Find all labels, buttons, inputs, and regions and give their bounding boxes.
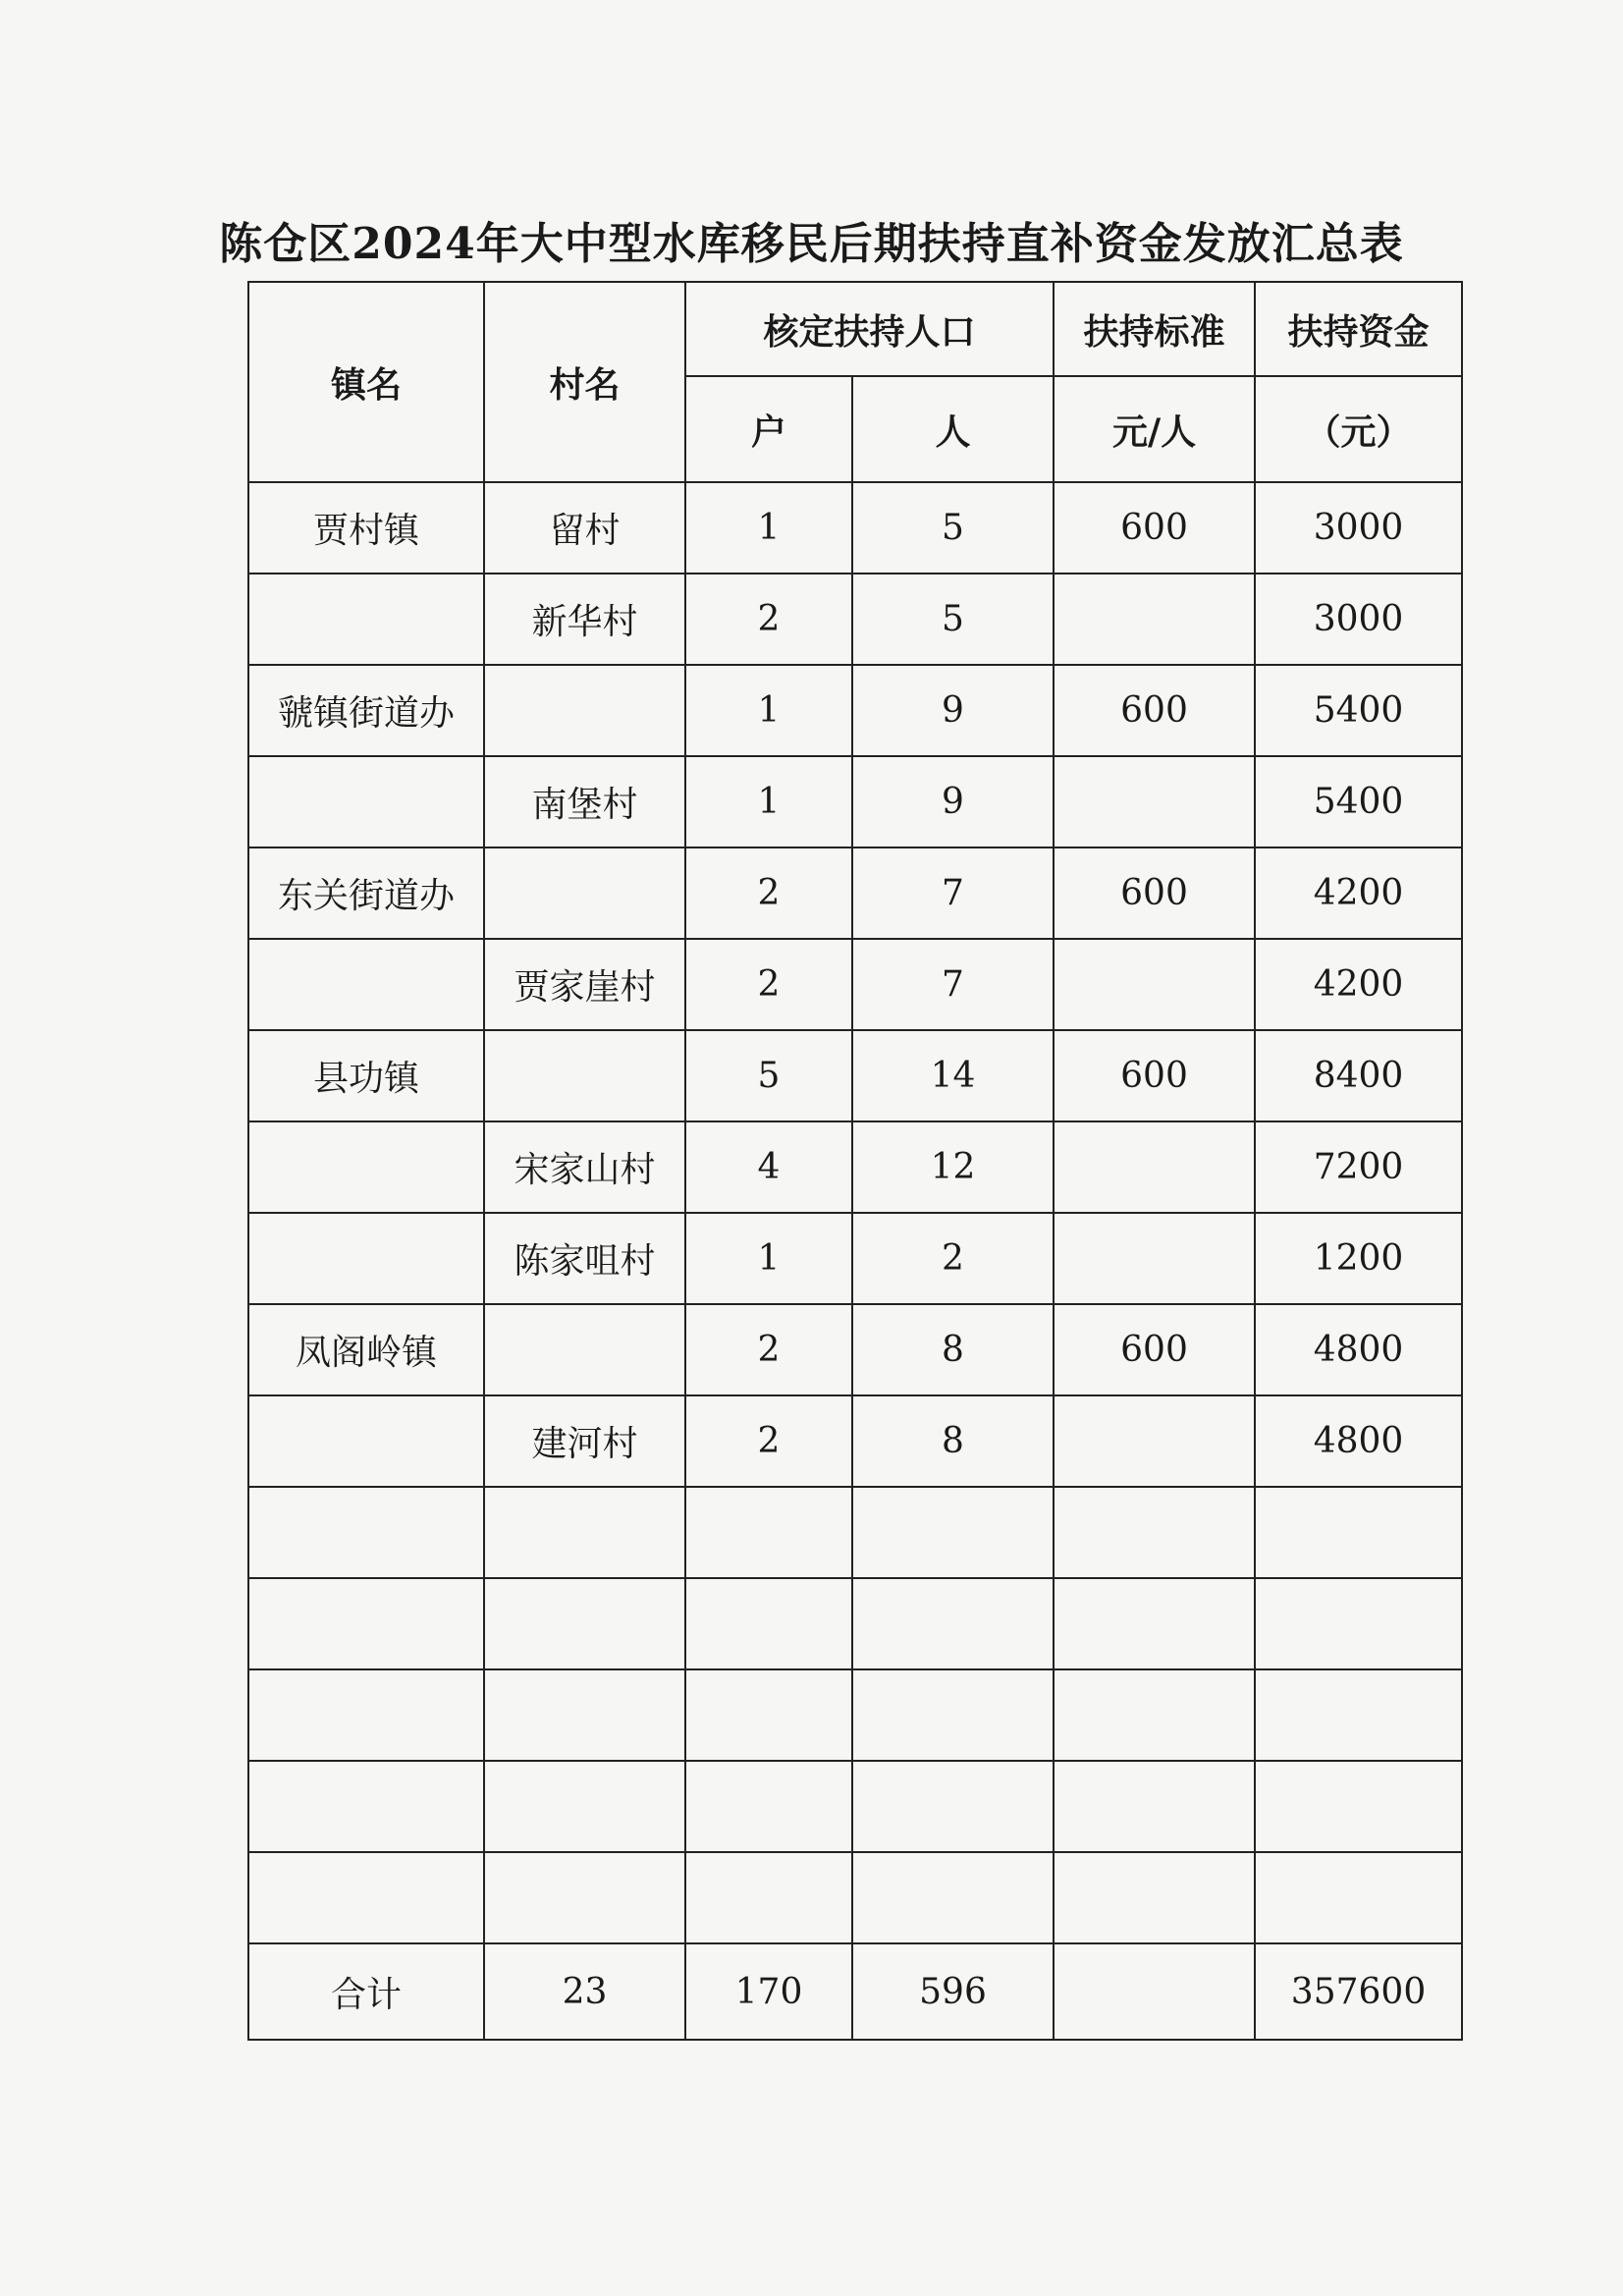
cell-town bbox=[248, 756, 484, 847]
total-standard bbox=[1054, 1943, 1255, 2040]
cell-village: 新华村 bbox=[484, 574, 685, 665]
cell-standard bbox=[1054, 574, 1255, 665]
table-row bbox=[248, 482, 1462, 574]
total-villages: 23 bbox=[484, 1943, 685, 2040]
cell-standard: 600 bbox=[1054, 847, 1255, 939]
cell-persons: 12 bbox=[852, 1121, 1054, 1213]
cell-village bbox=[484, 847, 685, 939]
table-row bbox=[248, 665, 1462, 756]
cell-fund bbox=[1255, 1578, 1462, 1669]
cell-households: 2 bbox=[685, 1304, 852, 1395]
cell-town bbox=[248, 939, 484, 1030]
cell-village: 宋家山村 bbox=[484, 1121, 685, 1213]
cell-persons: 2 bbox=[852, 1213, 1054, 1304]
cell-village: 南堡村 bbox=[484, 756, 685, 847]
cell-village bbox=[484, 1669, 685, 1761]
cell-town bbox=[248, 1213, 484, 1304]
cell-households: 4 bbox=[685, 1121, 852, 1213]
cell-households bbox=[685, 1487, 852, 1578]
total-label: 合计 bbox=[248, 1943, 484, 2040]
cell-standard bbox=[1054, 1487, 1255, 1578]
cell-village bbox=[484, 1487, 685, 1578]
cell-households: 1 bbox=[685, 665, 852, 756]
cell-persons: 8 bbox=[852, 1304, 1054, 1395]
cell-persons: 7 bbox=[852, 847, 1054, 939]
cell-town bbox=[248, 1395, 484, 1487]
total-persons: 596 bbox=[852, 1943, 1054, 2040]
cell-standard bbox=[1054, 1761, 1255, 1852]
cell-town bbox=[248, 1487, 484, 1578]
table-row bbox=[248, 1030, 1462, 1121]
cell-households: 5 bbox=[685, 1030, 852, 1121]
cell-persons bbox=[852, 1669, 1054, 1761]
table-row bbox=[248, 1304, 1462, 1395]
table-header bbox=[248, 282, 1462, 482]
header-population: 核定扶持人口 bbox=[685, 282, 1054, 376]
cell-standard bbox=[1054, 1852, 1255, 1943]
cell-fund: 3000 bbox=[1255, 574, 1462, 665]
cell-standard bbox=[1054, 939, 1255, 1030]
cell-town bbox=[248, 1761, 484, 1852]
table-row bbox=[248, 756, 1462, 847]
header-fund-unit: （元） bbox=[1255, 376, 1462, 482]
total-fund: 357600 bbox=[1255, 1943, 1462, 2040]
header-persons: 人 bbox=[852, 376, 1054, 482]
cell-village bbox=[484, 665, 685, 756]
cell-fund: 5400 bbox=[1255, 756, 1462, 847]
cell-standard bbox=[1054, 756, 1255, 847]
cell-village: 陈家咀村 bbox=[484, 1213, 685, 1304]
cell-households bbox=[685, 1852, 852, 1943]
header-fund: 扶持资金 bbox=[1255, 282, 1462, 376]
cell-households bbox=[685, 1669, 852, 1761]
table-row bbox=[248, 939, 1462, 1030]
cell-town bbox=[248, 1578, 484, 1669]
cell-persons: 8 bbox=[852, 1395, 1054, 1487]
cell-persons: 5 bbox=[852, 482, 1054, 574]
cell-fund bbox=[1255, 1761, 1462, 1852]
cell-households: 1 bbox=[685, 756, 852, 847]
total-row bbox=[248, 1943, 1462, 2040]
header-town: 镇名 bbox=[248, 282, 484, 482]
cell-standard: 600 bbox=[1054, 1030, 1255, 1121]
cell-town: 凤阁岭镇 bbox=[248, 1304, 484, 1395]
cell-fund: 4800 bbox=[1255, 1304, 1462, 1395]
cell-persons: 9 bbox=[852, 756, 1054, 847]
table-row-empty bbox=[248, 1761, 1462, 1852]
cell-persons: 7 bbox=[852, 939, 1054, 1030]
total-households: 170 bbox=[685, 1943, 852, 2040]
table-row bbox=[248, 1121, 1462, 1213]
cell-standard: 600 bbox=[1054, 1304, 1255, 1395]
cell-persons bbox=[852, 1852, 1054, 1943]
cell-households bbox=[685, 1761, 852, 1852]
document-title: 陈仓区2024年大中型水库移民后期扶持直补资金发放汇总表 bbox=[219, 219, 1404, 269]
cell-village bbox=[484, 1852, 685, 1943]
header-village: 村名 bbox=[484, 282, 685, 482]
table-row bbox=[248, 574, 1462, 665]
cell-standard bbox=[1054, 1121, 1255, 1213]
cell-fund bbox=[1255, 1487, 1462, 1578]
cell-households: 2 bbox=[685, 574, 852, 665]
cell-households: 1 bbox=[685, 1213, 852, 1304]
table-row bbox=[248, 1395, 1462, 1487]
cell-persons bbox=[852, 1578, 1054, 1669]
cell-town: 贾村镇 bbox=[248, 482, 484, 574]
cell-town bbox=[248, 1121, 484, 1213]
table-row-empty bbox=[248, 1487, 1462, 1578]
cell-village: 留村 bbox=[484, 482, 685, 574]
cell-households: 1 bbox=[685, 482, 852, 574]
table-row-empty bbox=[248, 1669, 1462, 1761]
cell-persons: 14 bbox=[852, 1030, 1054, 1121]
cell-persons bbox=[852, 1487, 1054, 1578]
header-households: 户 bbox=[685, 376, 852, 482]
cell-village bbox=[484, 1304, 685, 1395]
cell-fund: 4200 bbox=[1255, 847, 1462, 939]
cell-fund bbox=[1255, 1669, 1462, 1761]
header-standard: 扶持标准 bbox=[1054, 282, 1255, 376]
cell-fund: 7200 bbox=[1255, 1121, 1462, 1213]
cell-town: 虢镇街道办 bbox=[248, 665, 484, 756]
cell-village: 建河村 bbox=[484, 1395, 685, 1487]
cell-town bbox=[248, 1669, 484, 1761]
cell-town: 东关街道办 bbox=[248, 847, 484, 939]
cell-standard bbox=[1054, 1578, 1255, 1669]
cell-standard bbox=[1054, 1213, 1255, 1304]
cell-standard: 600 bbox=[1054, 482, 1255, 574]
cell-standard: 600 bbox=[1054, 665, 1255, 756]
cell-fund: 5400 bbox=[1255, 665, 1462, 756]
cell-households: 2 bbox=[685, 847, 852, 939]
cell-town bbox=[248, 574, 484, 665]
cell-fund: 4800 bbox=[1255, 1395, 1462, 1487]
table-row-empty bbox=[248, 1578, 1462, 1669]
cell-village bbox=[484, 1578, 685, 1669]
cell-persons: 9 bbox=[852, 665, 1054, 756]
cell-fund: 1200 bbox=[1255, 1213, 1462, 1304]
cell-village bbox=[484, 1030, 685, 1121]
table-body bbox=[248, 482, 1462, 2040]
cell-village bbox=[484, 1761, 685, 1852]
cell-standard bbox=[1054, 1669, 1255, 1761]
cell-persons bbox=[852, 1761, 1054, 1852]
summary-table bbox=[247, 281, 1463, 2041]
cell-fund: 8400 bbox=[1255, 1030, 1462, 1121]
cell-town: 县功镇 bbox=[248, 1030, 484, 1121]
cell-village: 贾家崖村 bbox=[484, 939, 685, 1030]
cell-households: 2 bbox=[685, 1395, 852, 1487]
cell-town bbox=[248, 1852, 484, 1943]
cell-standard bbox=[1054, 1395, 1255, 1487]
table-row-empty bbox=[248, 1852, 1462, 1943]
cell-fund: 4200 bbox=[1255, 939, 1462, 1030]
cell-households: 2 bbox=[685, 939, 852, 1030]
table-row bbox=[248, 1213, 1462, 1304]
cell-fund: 3000 bbox=[1255, 482, 1462, 574]
cell-fund bbox=[1255, 1852, 1462, 1943]
cell-households bbox=[685, 1578, 852, 1669]
header-standard-unit: 元/人 bbox=[1054, 376, 1255, 482]
table-row bbox=[248, 847, 1462, 939]
cell-persons: 5 bbox=[852, 574, 1054, 665]
